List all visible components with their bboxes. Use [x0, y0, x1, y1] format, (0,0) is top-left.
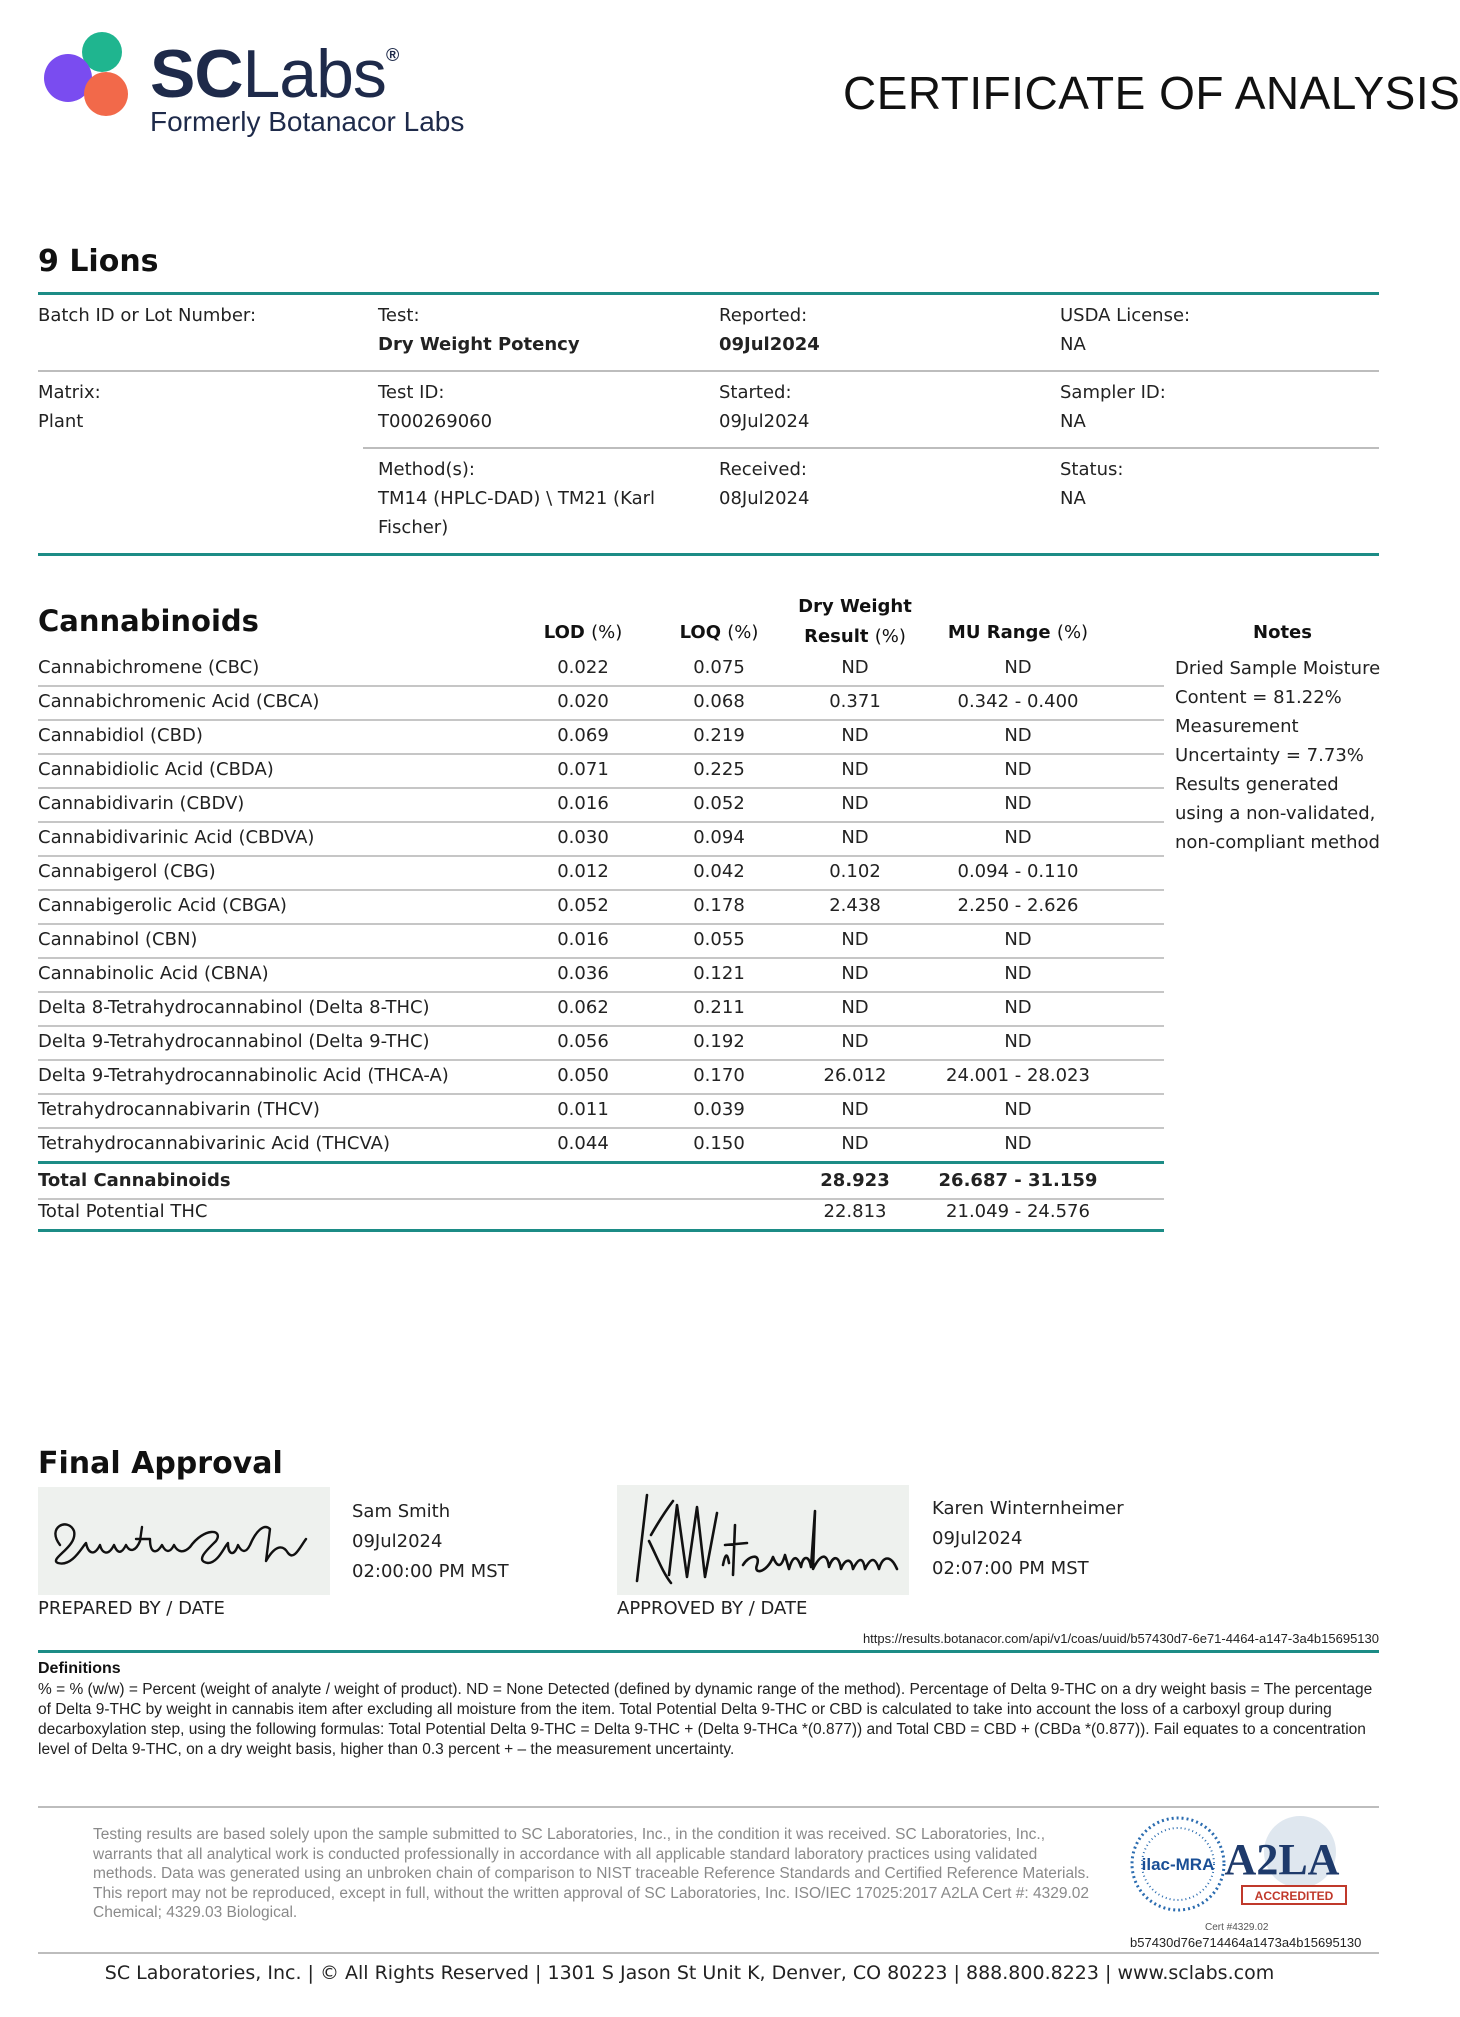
ilac-mra-icon — [1132, 1818, 1224, 1910]
accreditation-badges — [1130, 1812, 1350, 1932]
loq-value: 0.039 — [693, 1099, 745, 1120]
matrix-field: Matrix: Plant — [38, 382, 101, 432]
table-row — [38, 1025, 1164, 1061]
loq-value: 0.042 — [693, 861, 745, 882]
disclaimer-top-rule — [38, 1806, 1379, 1808]
disclaimer-text: Testing results are based solely upon the sample submitted to SC Laboratories, Inc., in the condition it was received. SC Laboratories, Inc., warrants that all analytical work is conducted professionally in accordance with all applicable standard laboratory practices using validated methods. Data was generated using an unbroken chain of comparison to NIST traceable Reference Standards and Certified Reference Materials. This report may not be reproduced, except in full, without the written approval of SC Laboratories, Inc. ISO/IEC 17025:2017 A2LA Cert #: 4329.02 Chemical; 4329.03 Biological. — [93, 1826, 1090, 1921]
table-row — [38, 889, 1164, 925]
result-value: ND — [841, 1031, 869, 1052]
analyte-name: Cannabichromenic Acid (CBCA) — [38, 691, 320, 712]
approved-signature — [617, 1485, 909, 1595]
status-field: Status: NA — [1060, 459, 1124, 509]
sampler-field: Sampler ID: NA — [1060, 382, 1166, 432]
prepared-signature — [38, 1487, 330, 1595]
analyte-name: Delta 8-Tetrahydrocannabinol (Delta 8-THC) — [38, 997, 430, 1018]
table-row — [38, 1127, 1164, 1163]
mu-range-value: 2.250 - 2.626 — [957, 895, 1079, 916]
info-bottom-rule — [38, 553, 1379, 556]
lod-value: 0.044 — [557, 1133, 609, 1154]
result-value: ND — [841, 1133, 869, 1154]
analyte-name: Cannabinol (CBN) — [38, 929, 198, 950]
result-value: 2.438 — [829, 895, 881, 916]
analyte-name: Cannabigerolic Acid (CBGA) — [38, 895, 287, 916]
mu-range-value: ND — [1004, 929, 1032, 950]
mu-range-value: ND — [1004, 793, 1032, 814]
result-value: 28.923 — [820, 1170, 890, 1191]
usda-field: USDA License: NA — [1060, 305, 1191, 355]
lod-value: 0.052 — [557, 895, 609, 916]
analyte-name: Cannabinolic Acid (CBNA) — [38, 963, 269, 984]
result-value: ND — [841, 725, 869, 746]
table-row — [38, 1093, 1164, 1129]
mu-range-value: 24.001 - 28.023 — [946, 1065, 1090, 1086]
loq-value: 0.178 — [693, 895, 745, 916]
definitions-text: % = % (w/w) = Percent (weight of analyte / weight of product). ND = None Detected (defined by dynamic range of the method). Percentage of Delta 9-THC on a dry weight basis = The percentage of Delta 9-THC by weight in cannabis item after excluding all moisture from the item. Total Potential Delta 9-THC or CBD is calculated to take into account the loss of a carboxyl group during decarboxylation step, using the following formulas: Total Potential Delta 9-THC = Delta 9-THC + (Delta 9-THCa *(0.877)) and Total CBD = CBD + (CBDa *(0.877)). Fail equates to a concentration level of Delta 9-THC, on a dry weight basis, higher than 0.3 percent + – the measurement uncertainty. — [38, 1681, 1373, 1758]
mu-range-value: ND — [1004, 997, 1032, 1018]
test-field: Test: Dry Weight Potency — [378, 305, 580, 355]
lod-value: 0.012 — [557, 861, 609, 882]
svg-text:ilac-MRA: ilac-MRA — [1141, 1855, 1215, 1874]
lod-header: LOD (%) — [543, 622, 623, 643]
analyte-name: Cannabidiol (CBD) — [38, 725, 203, 746]
result-value: ND — [841, 997, 869, 1018]
table-row — [38, 923, 1164, 959]
loq-value: 0.170 — [693, 1065, 745, 1086]
batch-field: Batch ID or Lot Number: — [38, 305, 257, 326]
result-value: ND — [841, 827, 869, 848]
loq-value: 0.211 — [693, 997, 745, 1018]
info-divider-2 — [363, 447, 1379, 449]
table-row — [38, 719, 1164, 755]
loq-header: LOQ (%) — [679, 622, 759, 643]
analyte-name: Delta 9-Tetrahydrocannabinol (Delta 9-THC) — [38, 1031, 430, 1052]
prepared-info: Sam Smith 09Jul2024 02:00:00 PM MST — [352, 1501, 509, 1582]
brand-subtitle: Formerly Botanacor Labs — [150, 106, 465, 137]
lod-value: 0.011 — [557, 1099, 609, 1120]
lod-value: 0.030 — [557, 827, 609, 848]
loq-value: 0.192 — [693, 1031, 745, 1052]
table-row — [38, 651, 1164, 687]
info-top-rule — [38, 292, 1379, 295]
started-field: Started: 09Jul2024 — [719, 382, 810, 432]
mu-range-value: ND — [1004, 827, 1032, 848]
table-row — [38, 821, 1164, 857]
lod-value: 0.036 — [557, 963, 609, 984]
lod-value: 0.056 — [557, 1031, 609, 1052]
table-row — [38, 855, 1164, 891]
svg-text:ACCREDITED: ACCREDITED — [1254, 1889, 1334, 1903]
methods-field: Method(s): TM14 (HPLC-DAD) \ TM21 (Karl Fischer) — [378, 459, 655, 538]
analyte-name: Total Potential THC — [38, 1201, 208, 1222]
table-row — [38, 787, 1164, 823]
table-row — [38, 685, 1164, 721]
result-value: ND — [841, 929, 869, 950]
lod-value: 0.016 — [557, 929, 609, 950]
loq-value: 0.150 — [693, 1133, 745, 1154]
reported-field: Reported: 09Jul2024 — [719, 305, 820, 355]
client-name: 9 Lions — [38, 244, 159, 279]
mu-range-value: 26.687 - 31.159 — [938, 1170, 1098, 1191]
lod-value: 0.020 — [557, 691, 609, 712]
mu-range-header: MU Range (%) — [947, 622, 1089, 643]
cannabinoids-title: Cannabinoids — [38, 604, 259, 638]
loq-value: 0.094 — [693, 827, 745, 848]
table-row — [38, 957, 1164, 993]
result-value: ND — [841, 793, 869, 814]
loq-value: 0.219 — [693, 725, 745, 746]
analyte-name: Tetrahydrocannabivarin (THCV) — [38, 1099, 320, 1120]
page-footer: SC Laboratories, Inc. | © All Rights Reserved | 1301 S Jason St Unit K, Denver, CO 80223 | 888.800.8223 | www.sclabs.com — [104, 1962, 1275, 1984]
info-divider — [38, 370, 1379, 372]
test-id-field: Test ID: T000269060 — [378, 382, 493, 432]
analyte-name: Total Cannabinoids — [38, 1170, 231, 1191]
prepared-signature-image — [38, 1487, 330, 1595]
lod-value: 0.050 — [557, 1065, 609, 1086]
mu-range-value: ND — [1004, 1133, 1032, 1154]
result-value: ND — [841, 963, 869, 984]
mu-range-value: 0.094 - 0.110 — [957, 861, 1079, 882]
mu-range-value: ND — [1004, 725, 1032, 746]
mu-range-value: ND — [1004, 1099, 1032, 1120]
loq-value: 0.052 — [693, 793, 745, 814]
table-row — [38, 991, 1164, 1027]
svg-text:A2LA: A2LA — [1224, 1835, 1340, 1884]
received-field: Received: 08Jul2024 — [719, 459, 810, 509]
result-value: 0.102 — [829, 861, 881, 882]
analyte-name: Cannabichromene (CBC) — [38, 657, 260, 678]
result-value: ND — [841, 657, 869, 678]
lod-value: 0.022 — [557, 657, 609, 678]
definitions-title: Definitions — [38, 1660, 121, 1677]
definitions-rule — [38, 1650, 1379, 1653]
approved-signature-image — [617, 1485, 909, 1595]
mu-range-value: 21.049 - 24.576 — [946, 1201, 1090, 1222]
analyte-name: Tetrahydrocannabivarinic Acid (THCVA) — [38, 1133, 390, 1154]
lod-value: 0.071 — [557, 759, 609, 780]
report-hash: b57430d76e714464a1473a4b15695130 — [1130, 1935, 1362, 1950]
mu-range-value: ND — [1004, 1031, 1032, 1052]
loq-value: 0.225 — [693, 759, 745, 780]
sc-labs-logo-mark — [40, 30, 150, 140]
notes-header: Notes — [1253, 622, 1312, 643]
dry-weight-header: Dry Weight Result (%) — [798, 596, 912, 647]
brand-wordmark: SCLabs® — [150, 36, 399, 112]
loq-value: 0.055 — [693, 929, 745, 950]
analyte-name: Cannabigerol (CBG) — [38, 861, 216, 882]
result-value: ND — [841, 759, 869, 780]
document-title: CERTIFICATE OF ANALYSIS — [843, 67, 1460, 119]
lod-value: 0.016 — [557, 793, 609, 814]
analyte-name: Cannabidivarin (CBDV) — [38, 793, 245, 814]
table-row — [38, 1195, 1164, 1232]
result-value: 22.813 — [823, 1201, 887, 1222]
analyte-name: Delta 9-Tetrahydrocannabinolic Acid (THCA-A) — [38, 1065, 449, 1086]
mu-range-value: ND — [1004, 657, 1032, 678]
loq-value: 0.075 — [693, 657, 745, 678]
notes-text: Dried Sample Moisture Content = 81.22% Measurement Uncertainty = 7.73% Results generated using a non-validated, non-compliant method — [1175, 658, 1381, 853]
analyte-name: Cannabidivarinic Acid (CBDVA) — [38, 827, 315, 848]
lod-value: 0.062 — [557, 997, 609, 1018]
table-row — [38, 1059, 1164, 1095]
prepared-label: PREPARED BY / DATE — [38, 1598, 225, 1619]
approved-label: APPROVED BY / DATE — [617, 1598, 808, 1619]
a2la-accredited-icon — [1225, 1816, 1346, 1904]
loq-value: 0.068 — [693, 691, 745, 712]
mu-range-value: 0.342 - 0.400 — [957, 691, 1079, 712]
cert-number: Cert #4329.02 — [1205, 1922, 1269, 1933]
result-value: 26.012 — [823, 1065, 887, 1086]
approved-info: Karen Winternheimer 09Jul2024 02:07:00 PM MST — [932, 1498, 1124, 1579]
mu-range-value: ND — [1004, 759, 1032, 780]
result-value: ND — [841, 1099, 869, 1120]
lod-value: 0.069 — [557, 725, 609, 746]
result-value: 0.371 — [829, 691, 881, 712]
report-url[interactable]: https://results.botanacor.com/api/v1/coas/uuid/b57430d7-6e71-4464-a147-3a4b15695130 — [862, 1631, 1379, 1646]
mu-range-value: ND — [1004, 963, 1032, 984]
final-approval-title: Final Approval — [38, 1446, 283, 1481]
table-row — [38, 753, 1164, 789]
footer-rule — [38, 1952, 1379, 1954]
analyte-name: Cannabidiolic Acid (CBDA) — [38, 759, 274, 780]
loq-value: 0.121 — [693, 963, 745, 984]
